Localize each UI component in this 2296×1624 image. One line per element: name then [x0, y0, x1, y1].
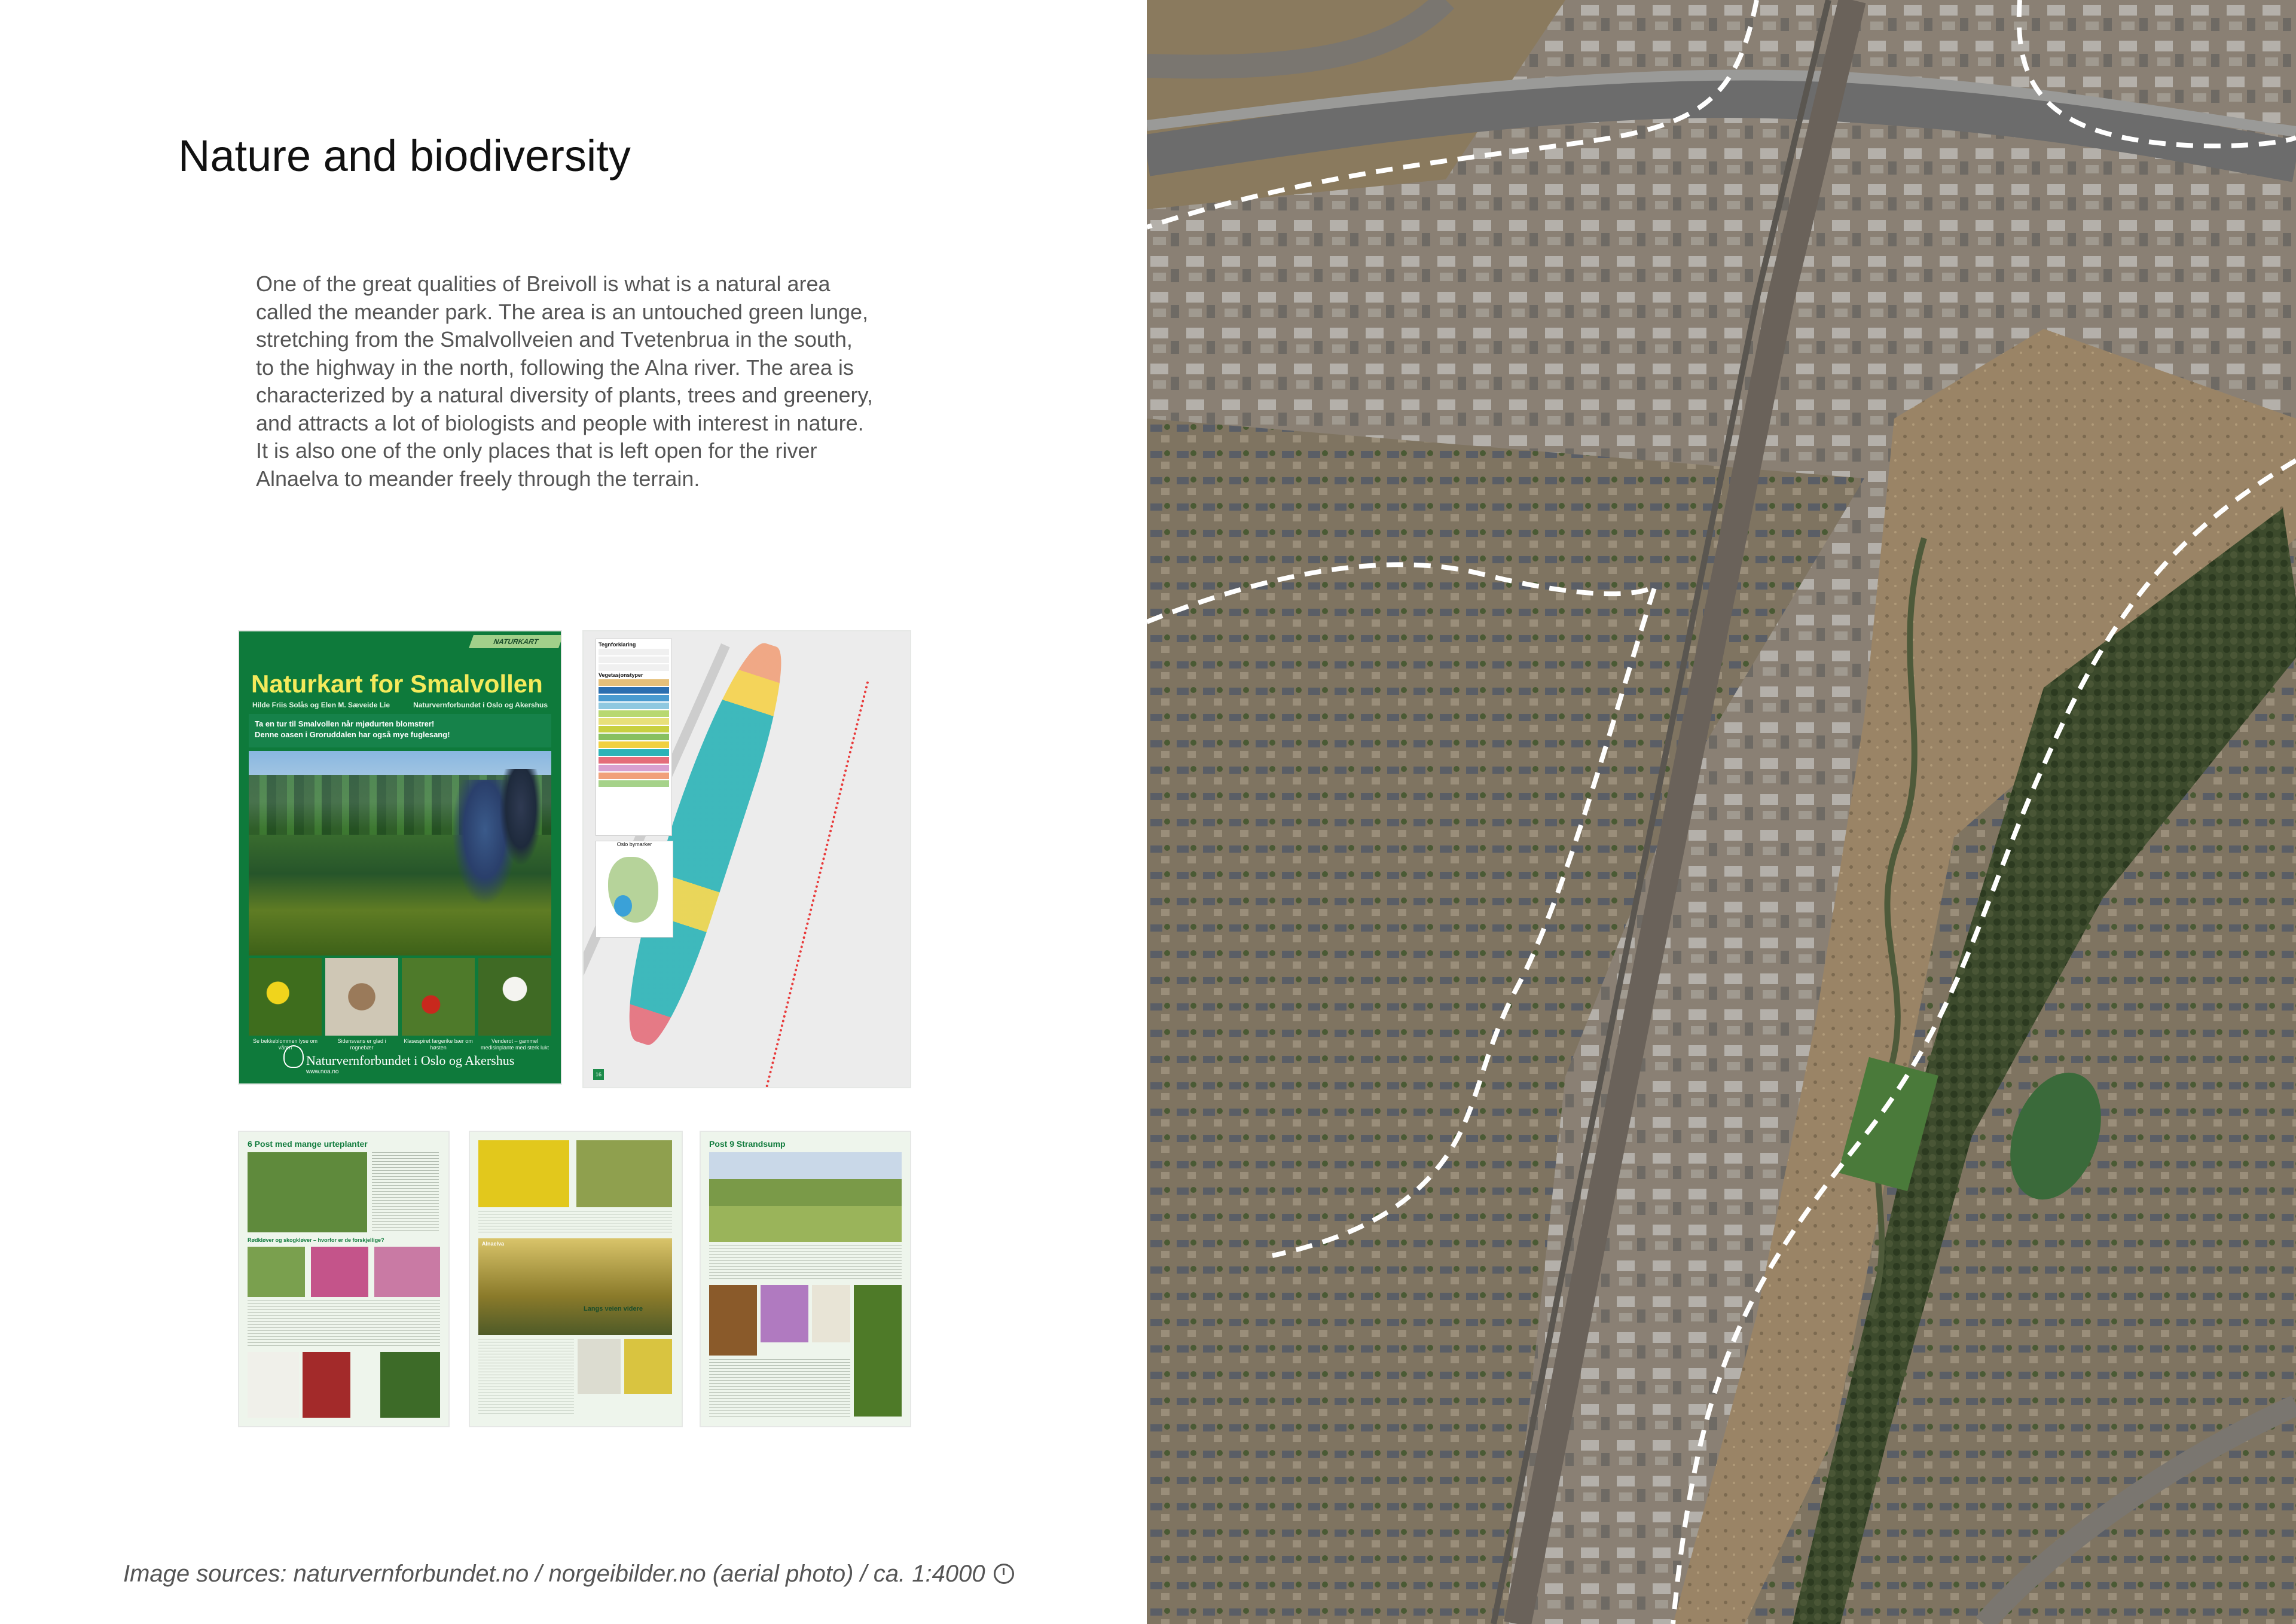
- brochure-page-7: [470, 1132, 682, 1426]
- plant-photo: [854, 1285, 902, 1417]
- bird-photo: [325, 958, 398, 1036]
- publisher-name: Naturvernforbundet i Oslo og Akershus: [306, 1053, 515, 1068]
- flower-photo: [478, 958, 551, 1036]
- page-heading: Post 9 Strandsump: [709, 1139, 786, 1149]
- flower-photo: [576, 1140, 672, 1207]
- brochure-photo: [249, 751, 551, 956]
- inset-title: Oslo bymarker: [616, 841, 652, 847]
- brochure-authors-left: Hilde Friis Solås og Elen M. Sæveide Lie: [252, 701, 390, 709]
- page-heading: 6 Post med mange urteplanter: [248, 1139, 368, 1149]
- flower-photo: [249, 958, 322, 1036]
- page-subheading: Alnaelva: [482, 1241, 505, 1247]
- brochure-tagline-1: Ta en tur til Smalvollen når mjødurten blomstrer!: [255, 719, 435, 728]
- intro-line: stretching from the Smalvollveien and Tvetenbrua in the south,: [256, 327, 853, 352]
- river-photo: [478, 1238, 672, 1335]
- legend-subtitle: Vegetasjonstyper: [599, 672, 643, 678]
- publisher-logo: [306, 1053, 514, 1075]
- brochure-caption: Se bekkeblommen lyse om våren: [252, 1038, 318, 1051]
- intro-line: and attracts a lot of biologists and people with interest in nature.: [256, 410, 864, 435]
- nature-map-thumbnail: [584, 631, 910, 1087]
- intro-line: characterized by a natural diversity of plants, trees and greenery,: [256, 383, 873, 407]
- brochure-title: Naturkart for Smalvollen: [251, 670, 543, 698]
- clock-icon: [994, 1564, 1014, 1584]
- map-page-number: 16: [593, 1069, 604, 1080]
- brochure-tagline: [249, 714, 551, 747]
- legend-title: Tegnforklaring: [599, 642, 636, 648]
- plant-photo: [311, 1247, 368, 1297]
- brochure-band: NATURKART: [469, 635, 561, 648]
- plant-photo: [624, 1339, 672, 1394]
- page-caption: Langs veien videre: [584, 1305, 643, 1312]
- plant-photo: [248, 1352, 299, 1418]
- page-photo: [248, 1152, 367, 1232]
- map-legend: [596, 639, 672, 836]
- brochure-authors-right: Naturvernforbundet i Oslo og Akershus: [413, 701, 548, 709]
- page-title: Nature and biodiversity: [178, 131, 631, 181]
- intro-line: called the meander park. The area is an untouched green lunge,: [256, 299, 869, 324]
- intro-line: to the highway in the north, following the Alna river. The area is: [256, 355, 854, 380]
- flower-photo: [478, 1140, 569, 1207]
- plant-photo: [248, 1247, 305, 1297]
- brochure-cover: [239, 631, 561, 1083]
- plant-photo: [761, 1285, 808, 1342]
- intro-line: One of the great qualities of Breivoll is what is a natural area: [256, 271, 831, 296]
- tree-logo-icon: [283, 1045, 304, 1068]
- map-inset: [596, 841, 673, 938]
- brochure-caption: Venderot – gammel medisinplante med sterk lukt: [480, 1038, 549, 1051]
- brochure-caption: Klasespiret fargerike bær om høsten: [404, 1038, 473, 1051]
- page-subheading: Rødkløver og skogkløver – hvorfor er de forskjellige?: [248, 1237, 384, 1243]
- plant-photo: [578, 1339, 621, 1394]
- intro-paragraph: [256, 270, 908, 493]
- brochure-flower-strip: [249, 958, 551, 1036]
- berry-photo: [402, 958, 475, 1036]
- aerial-photo: [1147, 0, 2296, 1624]
- brochure-tagline-2: Denne oasen i Groruddalen har også mye fuglesang!: [255, 730, 450, 739]
- plant-photo: [374, 1247, 440, 1297]
- plant-photo: [812, 1285, 850, 1342]
- intro-line: Alnaelva to meander freely through the terrain.: [256, 466, 700, 491]
- photo-person: [500, 769, 542, 865]
- plant-photo: [709, 1285, 757, 1356]
- intro-line: It is also one of the only places that is left open for the river: [256, 438, 817, 463]
- inset-lake: [614, 895, 632, 917]
- source-text: Image sources: naturvernforbundet.no / norgeibilder.no (aerial photo) / ca. 1:4000: [123, 1561, 985, 1587]
- brochure-authors: [252, 701, 548, 709]
- image-source-note: [123, 1561, 1014, 1588]
- brochure-caption: Sidensvans er glad i rognebær: [337, 1038, 386, 1051]
- marsh-photo: [709, 1152, 902, 1242]
- plant-photo: [303, 1352, 350, 1418]
- brochure-page-6: [239, 1132, 448, 1426]
- publisher-website: www.noa.no: [306, 1069, 339, 1075]
- brochure-page-9: [701, 1132, 910, 1426]
- aerial-photo-canvas: [1147, 0, 2296, 1624]
- plant-photo: [380, 1352, 440, 1418]
